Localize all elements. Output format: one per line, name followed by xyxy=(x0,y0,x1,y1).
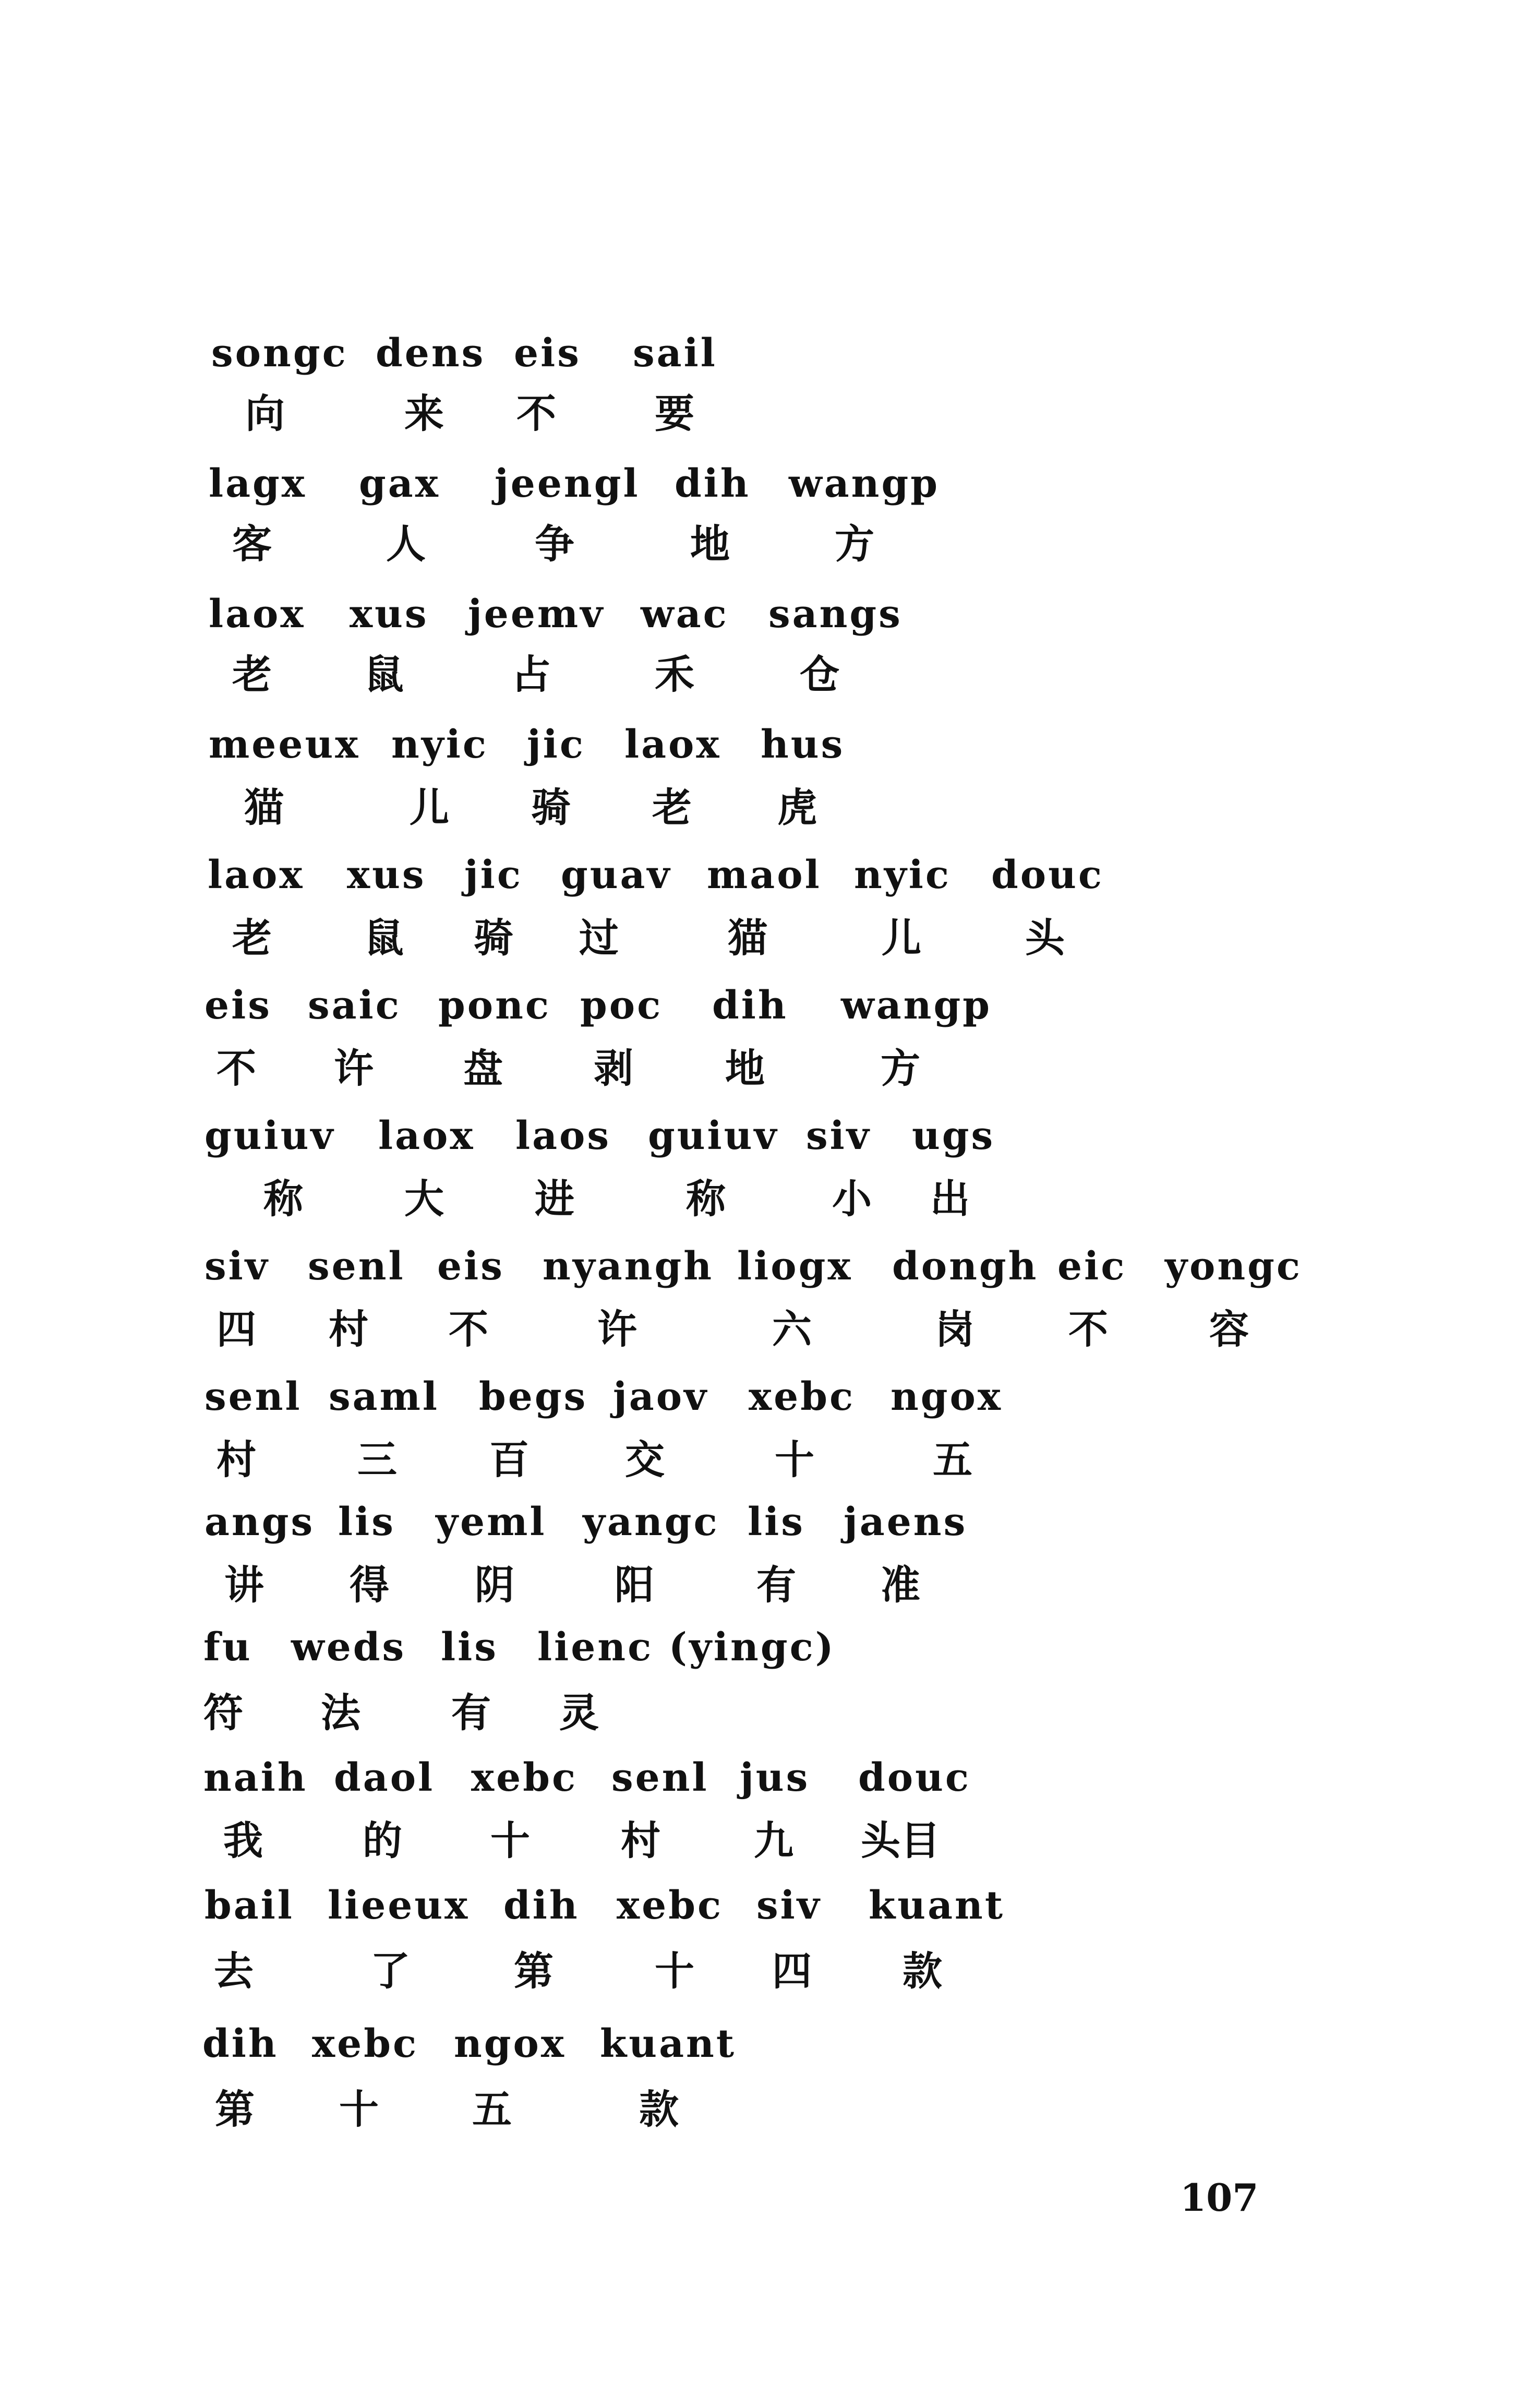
romanized-word: weds xyxy=(291,1625,406,1670)
chinese-word: 剥 xyxy=(594,1045,633,1092)
chinese-word: 岗 xyxy=(935,1306,974,1352)
chinese-word: 大 xyxy=(404,1176,444,1222)
romanized-word: daol xyxy=(334,1755,435,1800)
chinese-word: 地 xyxy=(690,521,730,567)
romanized-word: yongc xyxy=(1165,1244,1302,1289)
chinese-word: 许 xyxy=(597,1306,637,1352)
chinese-word: 来 xyxy=(404,390,444,437)
chinese-word: 有 xyxy=(451,1690,491,1736)
romanized-word: hus xyxy=(761,722,845,767)
romanized-word: jaov xyxy=(613,1374,709,1419)
romanized-word: jus xyxy=(740,1755,810,1800)
romanized-word: yangc xyxy=(583,1500,719,1544)
chinese-word: 许 xyxy=(334,1045,374,1092)
chinese-word: 五 xyxy=(472,2086,512,2133)
chinese-word: 灵 xyxy=(559,1690,599,1736)
chinese-word: 头目 xyxy=(861,1817,940,1864)
chinese-word: 三 xyxy=(357,1436,397,1483)
chinese-word: 九 xyxy=(754,1817,793,1864)
chinese-word: 老 xyxy=(232,651,272,698)
chinese-word: 五 xyxy=(933,1436,972,1483)
chinese-word: 六 xyxy=(772,1306,812,1352)
romanized-word: lienc (yingc) xyxy=(537,1625,836,1670)
chinese-word: 要 xyxy=(655,390,694,437)
romanized-word: nyic xyxy=(391,722,488,767)
chinese-word: 虎 xyxy=(777,784,817,831)
romanized-word: xus xyxy=(347,853,426,897)
chinese-word: 四 xyxy=(772,1948,812,1994)
romanized-word: douc xyxy=(858,1755,971,1800)
romanized-word: laox xyxy=(378,1113,475,1158)
chinese-word: 儿 xyxy=(882,915,921,961)
chinese-word: 第 xyxy=(215,2086,255,2133)
chinese-word: 方 xyxy=(835,521,874,567)
romanized-word: ngox xyxy=(454,2021,567,2066)
chinese-word: 方 xyxy=(881,1045,920,1092)
chinese-word: 仓 xyxy=(800,651,839,698)
chinese-word: 了 xyxy=(370,1948,410,1994)
romanized-word: lis xyxy=(748,1500,805,1544)
romanized-word: siv xyxy=(204,1244,270,1289)
romanized-word: gax xyxy=(359,461,440,506)
chinese-word: 不 xyxy=(216,1045,256,1092)
romanized-word: laox xyxy=(624,722,721,767)
romanized-word: senl xyxy=(204,1374,302,1419)
chinese-word: 款 xyxy=(903,1948,942,1994)
romanized-word: yeml xyxy=(436,1500,547,1544)
chinese-word: 的 xyxy=(363,1817,402,1864)
romanized-word: nyic xyxy=(854,853,951,897)
romanized-word: songc xyxy=(211,331,348,376)
romanized-word: eis xyxy=(514,331,581,376)
chinese-word: 十 xyxy=(490,1817,530,1864)
romanized-word: siv xyxy=(756,1883,822,1928)
romanized-word: wac xyxy=(641,592,729,637)
chinese-word: 争 xyxy=(535,521,574,567)
romanized-word: lagx xyxy=(209,461,307,506)
romanized-word: bail xyxy=(204,1883,294,1928)
chinese-word: 款 xyxy=(639,2086,679,2133)
chinese-word: 十 xyxy=(655,1948,694,1994)
romanized-word: laox xyxy=(209,592,306,637)
chinese-word: 过 xyxy=(579,915,619,961)
romanized-word: kuant xyxy=(600,2021,737,2066)
chinese-word: 村 xyxy=(216,1436,256,1483)
chinese-word: 鼠 xyxy=(364,651,404,698)
romanized-word: guiuv xyxy=(204,1113,335,1158)
chinese-word: 占 xyxy=(511,651,551,698)
romanized-word: jaens xyxy=(844,1500,968,1544)
romanized-word: wangp xyxy=(789,461,940,506)
chinese-word: 禾 xyxy=(655,651,694,698)
chinese-word: 村 xyxy=(329,1306,368,1352)
romanized-word: eic xyxy=(1057,1244,1127,1289)
romanized-word: angs xyxy=(204,1500,315,1544)
romanized-word: fu xyxy=(203,1625,252,1670)
chinese-word: 讲 xyxy=(224,1562,264,1608)
chinese-word: 四 xyxy=(216,1306,256,1352)
romanized-word: xebc xyxy=(617,1883,723,1928)
romanized-word: ugs xyxy=(912,1113,995,1158)
romanized-word: liogx xyxy=(737,1244,853,1289)
romanized-word: naih xyxy=(203,1755,308,1800)
romanized-word: jic xyxy=(527,722,585,767)
romanized-word: jic xyxy=(464,853,523,897)
chinese-word: 村 xyxy=(621,1817,660,1864)
chinese-word: 猫 xyxy=(728,915,767,961)
romanized-word: senl xyxy=(611,1755,709,1800)
chinese-word: 十 xyxy=(775,1436,814,1483)
romanized-word: douc xyxy=(991,853,1104,897)
romanized-word: guiuv xyxy=(648,1113,779,1158)
romanized-word: dens xyxy=(376,331,486,376)
chinese-word: 百 xyxy=(489,1436,529,1483)
chinese-word: 老 xyxy=(232,915,272,961)
chinese-word: 骑 xyxy=(531,784,571,831)
chinese-word: 我 xyxy=(223,1817,263,1864)
romanized-word: begs xyxy=(479,1374,588,1419)
chinese-word: 向 xyxy=(245,390,285,437)
chinese-word: 地 xyxy=(725,1045,765,1092)
chinese-word: 进 xyxy=(535,1176,574,1222)
chinese-word: 有 xyxy=(756,1562,796,1608)
romanized-word: jeengl xyxy=(495,461,640,506)
romanized-word: laox xyxy=(208,853,305,897)
chinese-word: 第 xyxy=(514,1948,554,1994)
chinese-word: 猫 xyxy=(244,784,284,831)
romanized-word: xebc xyxy=(312,2021,418,2066)
chinese-word: 阳 xyxy=(615,1562,654,1608)
romanized-word: lis xyxy=(338,1500,395,1544)
romanized-word: dongh xyxy=(892,1244,1039,1289)
romanized-word: sangs xyxy=(768,592,903,637)
chinese-word: 得 xyxy=(350,1562,389,1608)
romanized-word: dih xyxy=(503,1883,580,1928)
romanized-word: saml xyxy=(329,1374,440,1419)
chinese-word: 十 xyxy=(339,2086,379,2133)
romanized-word: dih xyxy=(712,983,788,1028)
romanized-word: laos xyxy=(515,1113,611,1158)
page-number: 107 xyxy=(1180,2175,1259,2220)
romanized-word: eis xyxy=(437,1244,504,1289)
chinese-word: 客 xyxy=(232,521,272,567)
romanized-word: ngox xyxy=(891,1374,1003,1419)
chinese-word: 容 xyxy=(1209,1306,1249,1352)
chinese-word: 阴 xyxy=(475,1562,514,1608)
romanized-word: nyangh xyxy=(543,1244,714,1289)
chinese-word: 头 xyxy=(1025,915,1065,961)
romanized-word: meeux xyxy=(209,722,360,767)
chinese-word: 人 xyxy=(386,521,426,567)
chinese-word: 法 xyxy=(321,1690,360,1736)
romanized-word: xebc xyxy=(471,1755,578,1800)
romanized-word: poc xyxy=(580,983,663,1028)
chinese-word: 符 xyxy=(203,1690,243,1736)
romanized-word: dih xyxy=(675,461,751,506)
chinese-word: 准 xyxy=(881,1562,920,1608)
chinese-word: 不 xyxy=(449,1306,488,1352)
romanized-word: senl xyxy=(308,1244,405,1289)
romanized-word: jeemv xyxy=(468,592,605,637)
chinese-word: 小 xyxy=(832,1176,872,1222)
romanized-word: dih xyxy=(202,2021,279,2066)
romanized-word: ponc xyxy=(438,983,551,1028)
romanized-word: wangp xyxy=(841,983,992,1028)
romanized-word: saic xyxy=(308,983,401,1028)
romanized-word: maol xyxy=(707,853,822,897)
chinese-word: 去 xyxy=(214,1948,254,1994)
chinese-word: 老 xyxy=(652,784,692,831)
romanized-word: guav xyxy=(561,853,672,897)
romanized-word: siv xyxy=(806,1113,871,1158)
chinese-word: 称 xyxy=(263,1176,303,1222)
romanized-word: sail xyxy=(633,331,717,376)
romanized-word: xebc xyxy=(749,1374,855,1419)
chinese-word: 称 xyxy=(686,1176,726,1222)
romanized-word: eis xyxy=(204,983,272,1028)
romanized-word: lis xyxy=(441,1625,498,1670)
chinese-word: 不 xyxy=(1068,1306,1108,1352)
romanized-word: xus xyxy=(350,592,429,637)
chinese-word: 盘 xyxy=(463,1045,503,1092)
chinese-word: 交 xyxy=(625,1436,665,1483)
chinese-word: 儿 xyxy=(410,784,449,831)
romanized-word: kuant xyxy=(869,1883,1005,1928)
chinese-word: 骑 xyxy=(474,915,513,961)
chinese-word: 出 xyxy=(930,1176,970,1222)
romanized-word: lieeux xyxy=(328,1883,470,1928)
chinese-word: 鼠 xyxy=(364,915,404,961)
chinese-word: 不 xyxy=(516,390,556,437)
